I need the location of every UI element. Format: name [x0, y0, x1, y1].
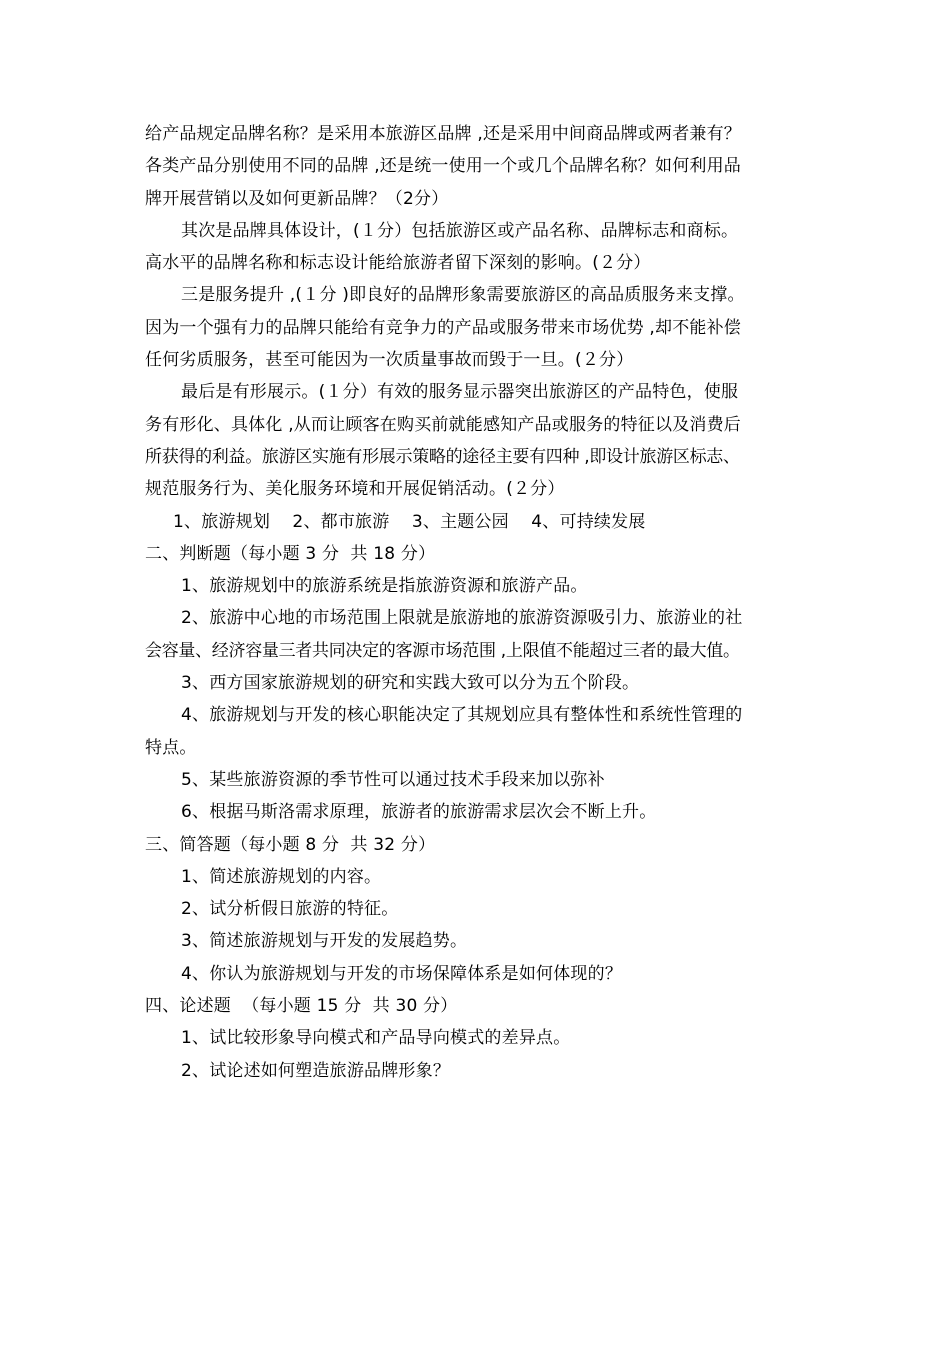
paragraph-line: 最后是有形展示。(１分）有效的服务显示器突出旅游区的产品特色，使服 — [181, 382, 739, 403]
text-line: 规范服务行为、美化服务环境和开展促销活动。(２分） — [145, 479, 565, 500]
question-item: 2、试分析假日旅游的特征。 — [181, 899, 399, 920]
question-item: 1、试比较形象导向模式和产品导向模式的差异点。 — [181, 1028, 571, 1049]
text-line: 因为一个强有力的品牌只能给有竞争力的产品或服务带来市场优势 ,却不能补偿 — [145, 317, 742, 338]
question-item: 5、某些旅游资源的季节性可以通过技术手段来加以弥补 — [181, 769, 605, 790]
question-item: 2、试论述如何塑造旅游品牌形象？ — [181, 1060, 451, 1081]
paragraph-line: 三是服务提升 ,(１分 )即良好的品牌形象需要旅游区的高品质服务来支撑。 — [181, 285, 745, 306]
question-item: 6、根据马斯洛需求原理，旅游者的旅游需求层次会不断上升。 — [181, 802, 657, 823]
text-line: 给产品规定品牌名称？是采用本旅游区品牌 ,还是采用中间商品牌或两者兼有？ — [145, 124, 742, 144]
question-item: 2、旅游中心地的市场范围上限就是旅游地的旅游资源吸引力、旅游业的社 — [181, 608, 743, 629]
paragraph-line: 其次是品牌具体设计，(１分）包括旅游区或产品名称、品牌标志和商标。 — [181, 220, 739, 241]
question-item: 4、旅游规划与开发的核心职能决定了其规划应具有整体性和系统性管理的 — [181, 705, 743, 726]
section-heading: 四、论述题 （每小题 15 分 共 30 分） — [145, 996, 458, 1017]
question-item: 3、西方国家旅游规划的研究和实践大致可以分为五个阶段。 — [181, 673, 640, 694]
text-line: 特点。 — [145, 737, 197, 758]
text-line: 各类产品分别使用不同的品牌 ,还是统一使用一个或几个品牌名称？如何利用品 — [145, 156, 742, 177]
text-line: 高水平的品牌名称和标志设计能给旅游者留下深刻的影响。(２分） — [145, 253, 651, 274]
text-line: 会容量、经济容量三者共同决定的客源市场范围 ,上限值不能超过三者的最大值。 — [145, 640, 740, 661]
text-line: 所获得的利益。旅游区实施有形展示策略的途径主要有四种 ,即设计旅游区标志、 — [145, 446, 740, 467]
document-page — [145, 118, 811, 1087]
question-item: 1、旅游规划中的旅游系统是指旅游资源和旅游产品。 — [181, 576, 588, 597]
section-heading: 二、判断题（每小题 3 分 共 18 分） — [145, 543, 436, 564]
text-line: 任何劣质服务，甚至可能因为一次质量事故而毁于一旦。(２分） — [145, 350, 634, 371]
question-item: 4、你认为旅游规划与开发的市场保障体系是如何体现的？ — [181, 963, 623, 984]
question-item: 3、简述旅游规划与开发的发展趋势。 — [181, 931, 468, 952]
text-line: 务有形化、具体化 ,从而让顾客在购买前就能感知产品或服务的特征以及消费后 — [145, 414, 742, 435]
term-list-line: 1、旅游规划 2、都市旅游 3、主题公园 4、可持续发展 — [173, 511, 646, 532]
text-line: 牌开展营销以及如何更新品牌？（2分） — [145, 188, 449, 209]
section-heading: 三、简答题（每小题 8 分 共 32 分） — [145, 834, 436, 855]
question-item: 1、简述旅游规划的内容。 — [181, 866, 382, 887]
